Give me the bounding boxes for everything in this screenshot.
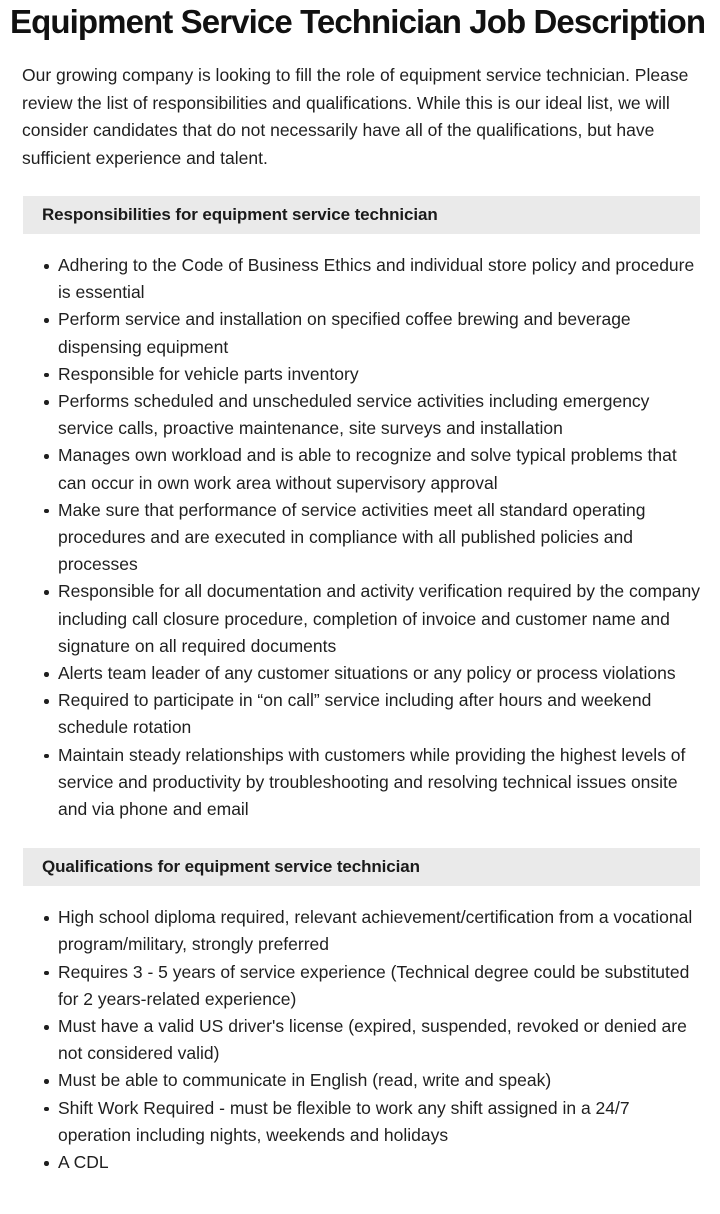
list-item: Maintain steady relationships with customers while providing the highest levels of service and productivity by troubleshooting and resolving technical issues onsite and via phone and email	[58, 742, 702, 824]
intro-paragraph: Our growing company is looking to fill the role of equipment service technician. Please review the list of responsibilities and qualifications. While this is our ideal list, we will consider candidates that do not necessarily have all of the qualifications, but have sufficient experience and talent.	[22, 65, 689, 168]
list-item: Alerts team leader of any customer situations or any policy or process violations	[58, 660, 702, 687]
list-item: Required to participate in “on call” service including after hours and weekend schedule rotation	[58, 687, 702, 741]
list-item: Perform service and installation on specified coffee brewing and beverage dispensing equipment	[58, 306, 702, 360]
list-item: Performs scheduled and unscheduled service activities including emergency service calls, proactive maintenance, site surveys and installation	[58, 388, 702, 442]
list-item: High school diploma required, relevant achievement/certification from a vocational program/military, strongly preferred	[58, 904, 702, 958]
section-responsibilities	[0, 196, 720, 823]
list-item: Adhering to the Code of Business Ethics and individual store policy and procedure is essential	[58, 252, 702, 306]
qualifications-list	[0, 886, 720, 1202]
list-item: Requires 3 - 5 years of service experience (Technical degree could be substituted for 2 years-related experience)	[58, 959, 702, 1013]
list-item: A CDL	[58, 1149, 702, 1176]
section-header-responsibilities	[23, 196, 700, 234]
list-item: Must be able to communicate in English (read, write and speak)	[58, 1067, 702, 1094]
list-item: Make sure that performance of service activities meet all standard operating procedures and are executed in compliance with all published policies and processes	[58, 497, 702, 579]
list-item: Responsible for all documentation and activity verification required by the company including call closure procedure, completion of invoice and customer name and signature on all required documents	[58, 578, 702, 660]
list-item: Responsible for vehicle parts inventory	[58, 361, 702, 388]
page-title: Equipment Service Technician Job Description	[10, 3, 706, 40]
list-item: Shift Work Required - must be flexible to work any shift assigned in a 24/7 operation including nights, weekends and holidays	[58, 1095, 702, 1149]
list-item: Manages own workload and is able to recognize and solve typical problems that can occur in own work area without supervisory approval	[58, 442, 702, 496]
section-header-qualifications	[23, 848, 700, 886]
section-header-label: Responsibilities for equipment service technician	[42, 205, 438, 224]
list-item: Must have a valid US driver's license (expired, suspended, revoked or denied are not considered valid)	[58, 1013, 702, 1067]
responsibilities-list	[0, 234, 720, 823]
section-header-label: Qualifications for equipment service technician	[42, 857, 420, 877]
section-qualifications	[0, 848, 720, 1202]
